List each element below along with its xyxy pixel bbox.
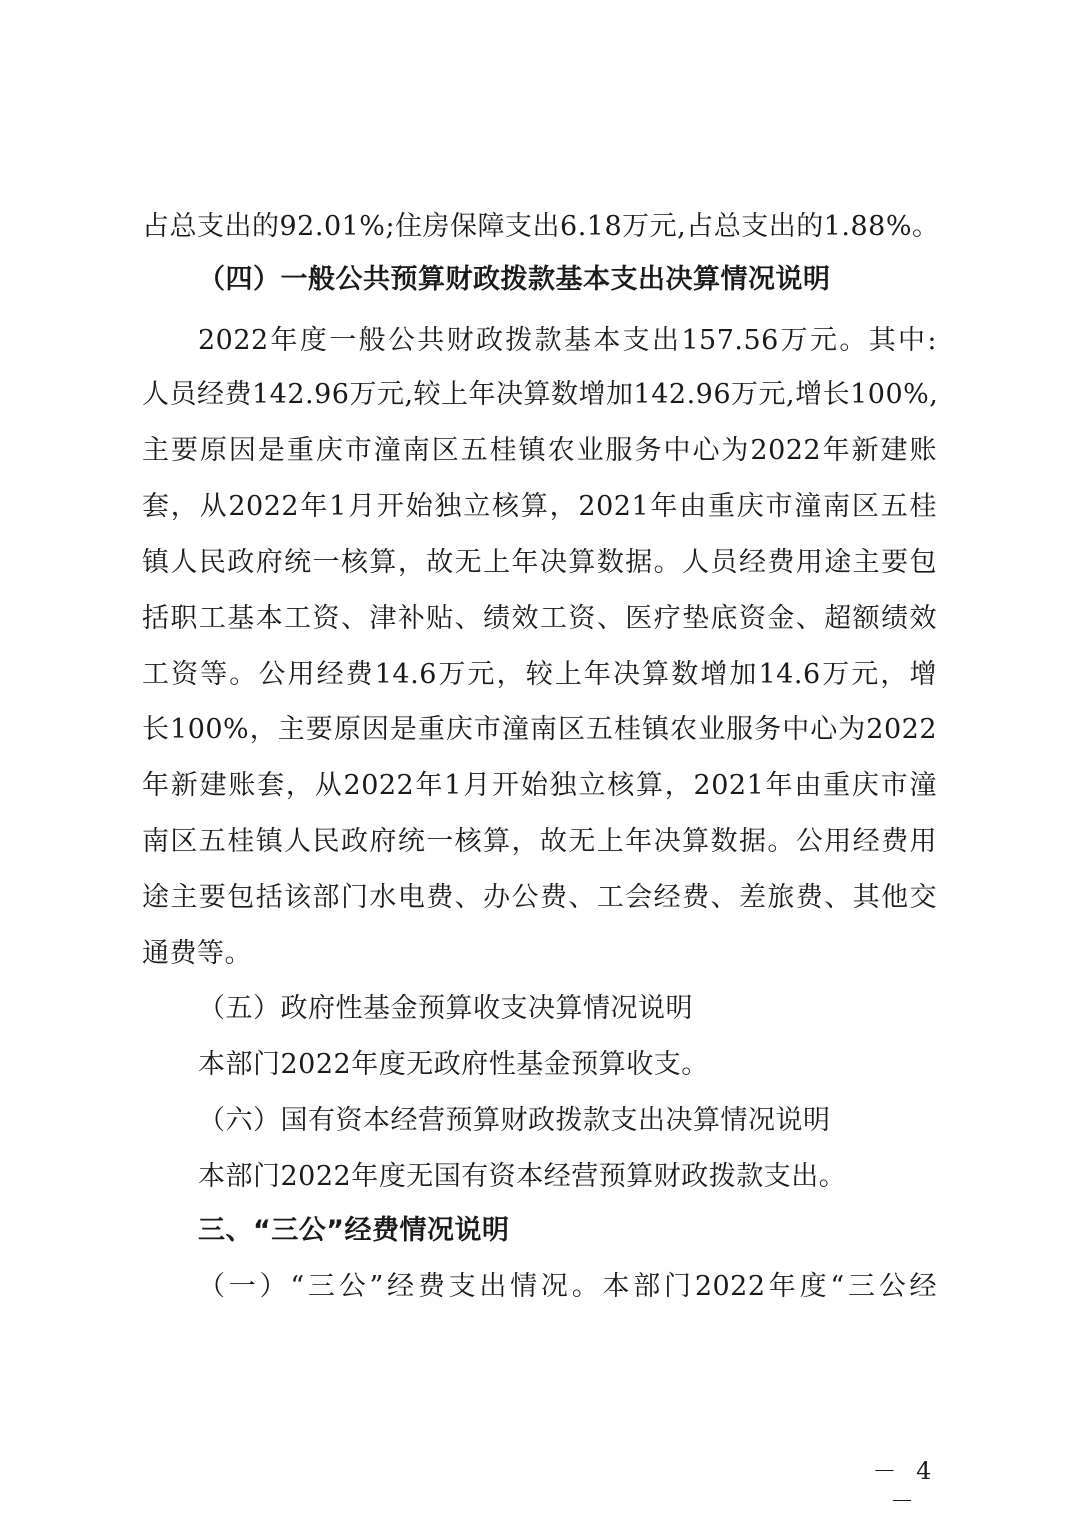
paragraph-line: 括职工基本工资、津补贴、绩效工资、医疗垫底资金、超额绩效 bbox=[142, 603, 937, 634]
paragraph-line: （一）“三公”经费支出情况。本部门2022年度“三公经 bbox=[198, 1271, 937, 1302]
paragraph-line: 年新建账套，从2022年1月开始独立核算，2021年由重庆市潼 bbox=[142, 770, 937, 801]
section-heading: （五）政府性基金预算收支决算情况说明 bbox=[198, 993, 693, 1024]
paragraph-line: 套，从2022年1月开始独立核算，2021年由重庆市潼南区五桂 bbox=[142, 491, 937, 522]
paragraph-line: 主要原因是重庆市潼南区五桂镇农业服务中心为2022年新建账 bbox=[142, 435, 937, 466]
section-heading: （四）一般公共预算财政拨款基本支出决算情况说明 bbox=[198, 264, 831, 295]
paragraph-line: 途主要包括该部门水电费、办公费、工会经费、差旅费、其他交 bbox=[142, 882, 937, 913]
paragraph-line: 2022年度一般公共财政拨款基本支出157.56万元。其中: bbox=[198, 325, 937, 356]
section-heading: （六）国有资本经营预算财政拨款支出决算情况说明 bbox=[198, 1105, 831, 1136]
paragraph-line: 工资等。公用经费14.6万元，较上年决算数增加14.6万元，增 bbox=[142, 659, 937, 690]
chapter-heading: 三、“三公”经费情况说明 bbox=[198, 1215, 510, 1246]
paragraph-line: 本部门2022年度无政府性基金预算收支。 bbox=[198, 1049, 709, 1080]
paragraph-line: 长100%，主要原因是重庆市潼南区五桂镇农业服务中心为2022 bbox=[142, 714, 937, 745]
paragraph-line: 人员经费142.96万元,较上年决算数增加142.96万元,增长100%, bbox=[142, 379, 939, 410]
paragraph-line: 南区五桂镇人民政府统一核算，故无上年决算数据。公用经费用 bbox=[142, 826, 937, 857]
page-number: － 4 － bbox=[872, 1457, 938, 1515]
paragraph-line: 镇人民政府统一核算，故无上年决算数据。人员经费用途主要包 bbox=[142, 547, 937, 578]
paragraph-line: 占总支出的92.01%;住房保障支出6.18万元,占总支出的1.88%。 bbox=[142, 211, 940, 242]
paragraph-line: 通费等。 bbox=[142, 938, 252, 969]
paragraph-line: 本部门2022年度无国有资本经营预算财政拨款支出。 bbox=[198, 1161, 847, 1192]
